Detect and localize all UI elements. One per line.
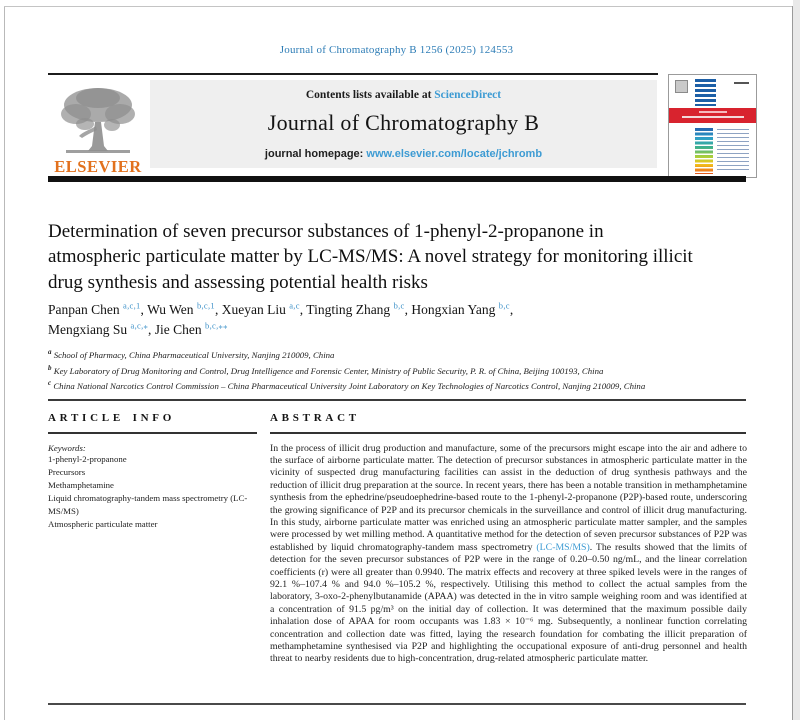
cover-red-band-subtext-line [682, 116, 744, 118]
author-affiliation-marker: b,c [498, 300, 510, 310]
author: Hongxian Yang $^{b,c}$, [411, 300, 514, 317]
abstract-text [270, 443, 747, 666]
contents-lists-text: Contents lists available at [305, 89, 435, 101]
cover-toc-lines [717, 129, 749, 173]
cover-top-stripes [695, 79, 716, 106]
abstract-part2: . The results showed that the limits of detection for the seven precursor substances of P2P were in the range of 0.20–0.50 ng/mL, and the linear correlation coefficients (r) were all greater than 0.9940. The matrix effects and recovery at three spiked levels were in the ranges of 92.1 %–107.4 % and 94.0 %–105.2 %, respectively. Utilising this method to collect the actual samples from the laboratory, 3-oxo-2-phenylbutanamide (APAA) was detected in the in vitro sample weighing room and was identified at a concentration of 91.5 pg/m³ on the initial day of collection. It was determined that the maximum possible daily inhalation dose of APAA for room occupants was 1.83 × 10⁻⁶ mg. Subsequently, a nonlinear function correlating concentration and collection date was fitted, laying the research foundation for combating the illicit preparation of methamphetamine synthesised via P2P and highlighting the occupational exposure of anti-drug personnel and health threat to nearby residents due to high-concentration, drug-related atmospheric particulate matter. [270, 541, 747, 665]
author-affiliation-marker: b,c,1 [196, 300, 215, 310]
cover-issue-text-line [734, 82, 749, 84]
page-border-top [4, 6, 792, 7]
journal-header-banner [150, 80, 657, 168]
journal-citation: Journal of Chromatography B 1256 (2025) 124553 [279, 44, 514, 56]
footer-rule [48, 703, 746, 705]
abstract-part1: In the process of illicit drug production and manufacture, some of the precursors might escape into the air and adhere to the surface of airborne particulate matter. The detection of precursor substances in atmospheric particulate matter in the vicinity of suspected drug manufacturing facilities can assist in the deduction of drug synthesis pathways and the reduction of illicit drug preparation at the source. In recent years, there has been a notable transition in methamphetamine synthesis from the ephedrine/pseudoephedrine-based route to the 1-phenyl-2-propanone (P2P)-based route, underscoring the growing significance of P2P and its precursor chemicals in the surveillance and control of illicit drug manufacturing. In this study, airborne particulate matter was enriched using an atmospheric particulate matter sampler, and the samples were processed by wet milling method. A quantitative method for the detection of seven precursor substances of P2P was established by liquid chromatography-tandem mass spectrometry [270, 442, 747, 553]
cover-color-bars [695, 128, 713, 174]
author: Wu Wen $^{b,c,1}$, [147, 300, 222, 317]
affiliation: $^a$ School of Pharmacy, China Pharmaceutical University, Nanjing 210009, China [48, 348, 335, 360]
author-affiliation-marker: a,c,1 [123, 300, 141, 310]
page-border-right [792, 6, 793, 720]
journal-cover-thumbnail [668, 74, 757, 178]
affiliation: $^b$ Key Laboratory of Drug Monitoring and Control, Drug Intelligence and Forensic Center, Ministry of Public Security, P. R. of China, Beijing 100193, China [48, 363, 604, 376]
cover-elsevier-mini-logo-icon [675, 80, 688, 93]
author: Panpan Chen $^{a,c,1}$, [48, 300, 148, 317]
author-affiliation-marker: a,c,⁎ [130, 320, 149, 331]
cover-red-band-text-line [699, 111, 727, 113]
lcmsms-link[interactable]: (LC-MS/MS) [536, 541, 590, 553]
author-affiliation-marker: b,c [393, 300, 405, 310]
author: Mengxiang Su $^{a,c,⁎}$, [48, 320, 155, 337]
keyword: Precursors [48, 466, 86, 477]
article-info-rule [48, 432, 257, 434]
header-bottom-rule [48, 176, 746, 182]
homepage-url-link[interactable]: www.elsevier.com/locate/jchromb [366, 148, 543, 160]
keyword: Methamphetamine [48, 479, 114, 490]
author: Jie Chen $^{b,c,⁎⁎}$ [154, 320, 228, 337]
abstract-rule [270, 432, 746, 434]
author: Tingting Zhang $^{b,c}$, [306, 300, 412, 317]
cover-red-band [669, 108, 756, 123]
homepage-label: journal homepage: [264, 148, 367, 160]
elsevier-logo [48, 84, 148, 176]
header-top-rule [48, 73, 658, 75]
section-divider-rule [48, 399, 746, 401]
keyword: Atmospheric particulate matter [48, 519, 158, 530]
journal-homepage-line [150, 148, 657, 160]
abstract-heading: ABSTRACT [270, 412, 360, 424]
author-affiliation-marker: b,c,⁎⁎ [205, 320, 228, 331]
page-border-left [4, 6, 5, 720]
article-info-heading: ARTICLE INFO [48, 412, 176, 424]
affiliation: $^c$ China National Narcotics Control Commission – China Pharmaceutical University Joint Laboratory on Key Technologies of Narcotics Control, Nanjing 210009, China [48, 379, 646, 392]
abstract-column [270, 412, 747, 666]
journal-title: Journal of Chromatography B [267, 110, 540, 135]
author: Xueyan Liu $^{a,c}$, [221, 300, 307, 317]
author-list [48, 299, 708, 339]
contents-lists-line [150, 89, 657, 101]
keyword: Liquid chromatography-tandem mass spectrometry (LC-MS/MS) [48, 493, 248, 517]
page-right-gutter [793, 0, 800, 720]
author-affiliation-marker: a,c [289, 300, 300, 310]
keywords-label: Keywords: [48, 442, 86, 453]
affiliation-list [48, 347, 728, 394]
article-info-column [48, 412, 257, 532]
paper-title: Determination of seven precursor substances of 1-phenyl-2-propanone in atmospheric particulate matter by LC-MS/MS: A novel strategy for monitoring illicit drug synthesis and assessing potential health risks [48, 221, 693, 293]
sciencedirect-link[interactable]: ScienceDirect [434, 89, 502, 101]
keyword: 1-phenyl-2-propanone [48, 453, 127, 464]
elsevier-tree-icon [52, 84, 144, 156]
elsevier-wordmark: ELSEVIER [54, 157, 142, 176]
